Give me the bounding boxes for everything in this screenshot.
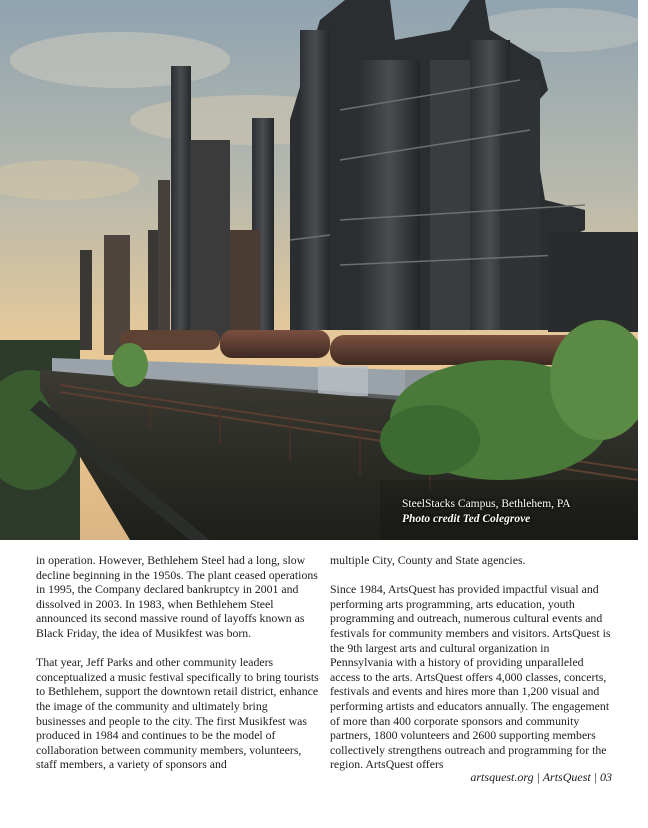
text-column-right: [330, 553, 614, 787]
paragraph: multiple City, County and State agencies.: [330, 553, 526, 567]
paragraph: That year, Jeff Parks and other community leaders conceptualized a music festival specifically to bring tourists to Bethlehem, support the downtown retail district, enhance the image of the community and ultimately bring businesses and people to the city. The first Musikfest was produced in 1984 and continues to be the model of collaboration between community members, volunteers, staff members, a variety of sponsors and: [36, 655, 319, 772]
photo-caption: [402, 497, 571, 527]
paragraph: in operation. However, Bethlehem Steel had a long, slow decline beginning in the 1950s. The plant ceased operations in 1995, the Company declared bankruptcy in 2001 and dissolved in 2003. In 1983, when Bethlehem Steel announced its second massive round of layoffs known as Black Friday, the idea of Musikfest was born.: [36, 553, 318, 640]
caption-credit: Photo credit Ted Colegrove: [402, 513, 531, 525]
page-footer: artsquest.org | ArtsQuest | 03: [470, 770, 612, 784]
text-column-left: [36, 553, 320, 787]
caption-location: SteelStacks Campus, Bethlehem, PA: [402, 498, 571, 510]
paragraph: Since 1984, ArtsQuest has provided impactful visual and performing arts programming, arts education, youth programming and outreach, numerous cultural events and festivals for community members and visitors. ArtsQuest is the 9th largest arts and cultural organization in Pennsylvania with a history of providing unparalleled access to the arts. ArtsQuest offers 4,000 classes, concerts, festivals and events and hires more than 1,200 visual and performing artists and educators annually. The engagement of more than 400 corporate sponsors and community partners, 1800 volunteers and 2600 supporting members collectively strengthens outreach and programming for the region. ArtsQuest offers: [330, 582, 611, 772]
